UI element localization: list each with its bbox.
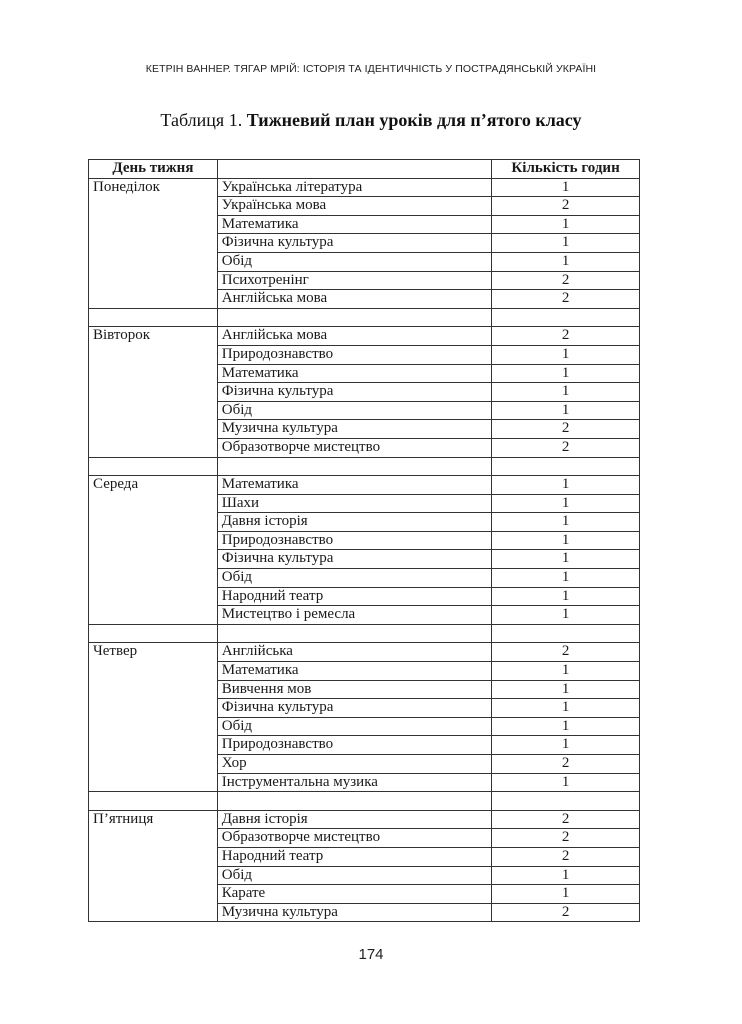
table-row xyxy=(89,345,640,364)
table-row xyxy=(89,420,640,439)
subject-cell: Обід xyxy=(217,569,491,588)
day-cell xyxy=(89,215,218,234)
day-cell xyxy=(89,903,218,922)
day-cell xyxy=(89,513,218,532)
subject-cell: Музична культура xyxy=(217,420,491,439)
hours-cell: 1 xyxy=(492,773,640,792)
hours-cell: 1 xyxy=(492,252,640,271)
subject-cell: Природознавство xyxy=(217,345,491,364)
table-row xyxy=(89,699,640,718)
header-subject xyxy=(217,160,491,179)
hours-cell: 1 xyxy=(492,699,640,718)
caption-title: Тижневий план уроків для п’ятого класу xyxy=(246,110,582,130)
day-cell xyxy=(89,345,218,364)
caption-prefix: Таблиця 1. xyxy=(160,110,243,130)
day-cell xyxy=(89,364,218,383)
table-row xyxy=(89,829,640,848)
table-row xyxy=(89,476,640,495)
subject-cell: Математика xyxy=(217,476,491,495)
table-row xyxy=(89,178,640,197)
subject-cell: Математика xyxy=(217,662,491,681)
subject-cell: Фізична культура xyxy=(217,699,491,718)
hours-cell: 1 xyxy=(492,513,640,532)
day-cell xyxy=(89,606,218,625)
subject-cell: Народний театр xyxy=(217,847,491,866)
subject-cell: Народний театр xyxy=(217,587,491,606)
day-cell xyxy=(89,847,218,866)
subject-cell: Мистецтво і ремесла xyxy=(217,606,491,625)
subject-cell: Обід xyxy=(217,401,491,420)
subject-cell: Українська мова xyxy=(217,197,491,216)
hours-cell: 2 xyxy=(492,197,640,216)
hours-cell: 1 xyxy=(492,383,640,402)
subject-cell: Англійська мова xyxy=(217,290,491,309)
table-header-row xyxy=(89,160,640,179)
subject-cell: Інструментальна музика xyxy=(217,773,491,792)
subject-cell: Математика xyxy=(217,215,491,234)
table-row xyxy=(89,885,640,904)
hours-cell: 1 xyxy=(492,885,640,904)
day-cell: Четвер xyxy=(89,643,218,662)
separator-row xyxy=(89,457,640,476)
day-cell xyxy=(89,755,218,774)
subject-cell: Природознавство xyxy=(217,736,491,755)
hours-cell: 2 xyxy=(492,271,640,290)
hours-cell: 1 xyxy=(492,178,640,197)
day-cell: Середа xyxy=(89,476,218,495)
subject-cell: Природознавство xyxy=(217,531,491,550)
hours-cell: 2 xyxy=(492,810,640,829)
header-hours: Кількість годин xyxy=(492,160,640,179)
subject-cell: Фізична культура xyxy=(217,383,491,402)
subject-cell: Англійська xyxy=(217,643,491,662)
day-cell xyxy=(89,680,218,699)
hours-cell: 1 xyxy=(492,345,640,364)
subject-cell: Математика xyxy=(217,364,491,383)
hours-cell: 2 xyxy=(492,438,640,457)
hours-cell: 2 xyxy=(492,755,640,774)
day-cell xyxy=(89,699,218,718)
day-cell xyxy=(89,587,218,606)
hours-cell: 2 xyxy=(492,643,640,662)
hours-cell: 1 xyxy=(492,364,640,383)
day-cell xyxy=(89,234,218,253)
day-cell xyxy=(89,290,218,309)
day-cell xyxy=(89,550,218,569)
table-row xyxy=(89,383,640,402)
empty-cell xyxy=(89,792,218,811)
hours-cell: 1 xyxy=(492,736,640,755)
day-cell: Вівторок xyxy=(89,327,218,346)
subject-cell: Англійська мова xyxy=(217,327,491,346)
table-row xyxy=(89,215,640,234)
table-row xyxy=(89,587,640,606)
separator-row xyxy=(89,792,640,811)
day-cell xyxy=(89,569,218,588)
subject-cell: Обід xyxy=(217,866,491,885)
day-cell xyxy=(89,401,218,420)
day-cell xyxy=(89,662,218,681)
day-cell xyxy=(89,885,218,904)
table-row xyxy=(89,717,640,736)
schedule-body xyxy=(89,178,640,922)
table-row xyxy=(89,401,640,420)
table-row xyxy=(89,903,640,922)
subject-cell: Хор xyxy=(217,755,491,774)
subject-cell: Карате xyxy=(217,885,491,904)
empty-cell xyxy=(217,792,491,811)
day-cell xyxy=(89,829,218,848)
empty-cell xyxy=(89,457,218,476)
hours-cell: 1 xyxy=(492,662,640,681)
hours-cell: 2 xyxy=(492,290,640,309)
table-row xyxy=(89,271,640,290)
table-row xyxy=(89,866,640,885)
hours-cell: 2 xyxy=(492,420,640,439)
empty-cell xyxy=(492,792,640,811)
day-cell xyxy=(89,717,218,736)
day-cell xyxy=(89,420,218,439)
empty-cell xyxy=(217,308,491,327)
table-row xyxy=(89,364,640,383)
table-row xyxy=(89,643,640,662)
subject-cell: Психотренінг xyxy=(217,271,491,290)
table-row xyxy=(89,550,640,569)
day-cell xyxy=(89,531,218,550)
table-row xyxy=(89,680,640,699)
table-row xyxy=(89,736,640,755)
hours-cell: 1 xyxy=(492,494,640,513)
hours-cell: 1 xyxy=(492,606,640,625)
day-cell xyxy=(89,383,218,402)
subject-cell: Давня історія xyxy=(217,513,491,532)
day-cell xyxy=(89,271,218,290)
table-row xyxy=(89,513,640,532)
table-row xyxy=(89,531,640,550)
hours-cell: 1 xyxy=(492,234,640,253)
subject-cell: Давня історія xyxy=(217,810,491,829)
page-number: 174 xyxy=(358,946,384,963)
table-caption xyxy=(0,110,742,131)
empty-cell xyxy=(492,308,640,327)
subject-cell: Вивчення мов xyxy=(217,680,491,699)
day-cell xyxy=(89,252,218,271)
schedule-table xyxy=(88,159,640,922)
hours-cell: 1 xyxy=(492,401,640,420)
table-row xyxy=(89,847,640,866)
table-row xyxy=(89,569,640,588)
table-row xyxy=(89,755,640,774)
empty-cell xyxy=(217,457,491,476)
subject-cell: Музична культура xyxy=(217,903,491,922)
hours-cell: 1 xyxy=(492,866,640,885)
table-row xyxy=(89,197,640,216)
hours-cell: 2 xyxy=(492,829,640,848)
subject-cell: Українська література xyxy=(217,178,491,197)
table-row xyxy=(89,234,640,253)
empty-cell xyxy=(89,308,218,327)
separator-row xyxy=(89,308,640,327)
table-row xyxy=(89,810,640,829)
table-row xyxy=(89,438,640,457)
day-cell xyxy=(89,866,218,885)
day-cell: Понеділок xyxy=(89,178,218,197)
hours-cell: 1 xyxy=(492,569,640,588)
day-cell xyxy=(89,197,218,216)
day-cell xyxy=(89,736,218,755)
empty-cell xyxy=(492,624,640,643)
hours-cell: 1 xyxy=(492,587,640,606)
hours-cell: 2 xyxy=(492,903,640,922)
running-head: КЕТРІН ВАННЕР. ТЯГАР МРІЙ: ІСТОРІЯ ТА ІДЕНТИЧНІСТЬ У ПОСТРАДЯНСЬКІЙ УКРАЇНІ xyxy=(145,63,597,75)
subject-cell: Шахи xyxy=(217,494,491,513)
table-row xyxy=(89,327,640,346)
hours-cell: 2 xyxy=(492,847,640,866)
subject-cell: Образотворче мистецтво xyxy=(217,438,491,457)
table-row xyxy=(89,290,640,309)
day-cell xyxy=(89,494,218,513)
subject-cell: Обід xyxy=(217,717,491,736)
hours-cell: 1 xyxy=(492,717,640,736)
table-row xyxy=(89,494,640,513)
table-row xyxy=(89,606,640,625)
table-row xyxy=(89,662,640,681)
hours-cell: 1 xyxy=(492,476,640,495)
empty-cell xyxy=(89,624,218,643)
hours-cell: 1 xyxy=(492,550,640,569)
day-cell xyxy=(89,773,218,792)
table-row xyxy=(89,773,640,792)
hours-cell: 2 xyxy=(492,327,640,346)
subject-cell: Образотворче мистецтво xyxy=(217,829,491,848)
subject-cell: Обід xyxy=(217,252,491,271)
day-cell xyxy=(89,438,218,457)
empty-cell xyxy=(217,624,491,643)
day-cell: П’ятниця xyxy=(89,810,218,829)
empty-cell xyxy=(492,457,640,476)
subject-cell: Фізична культура xyxy=(217,550,491,569)
subject-cell: Фізична культура xyxy=(217,234,491,253)
hours-cell: 1 xyxy=(492,215,640,234)
hours-cell: 1 xyxy=(492,680,640,699)
hours-cell: 1 xyxy=(492,531,640,550)
separator-row xyxy=(89,624,640,643)
header-day: День тижня xyxy=(89,160,218,179)
table-row xyxy=(89,252,640,271)
